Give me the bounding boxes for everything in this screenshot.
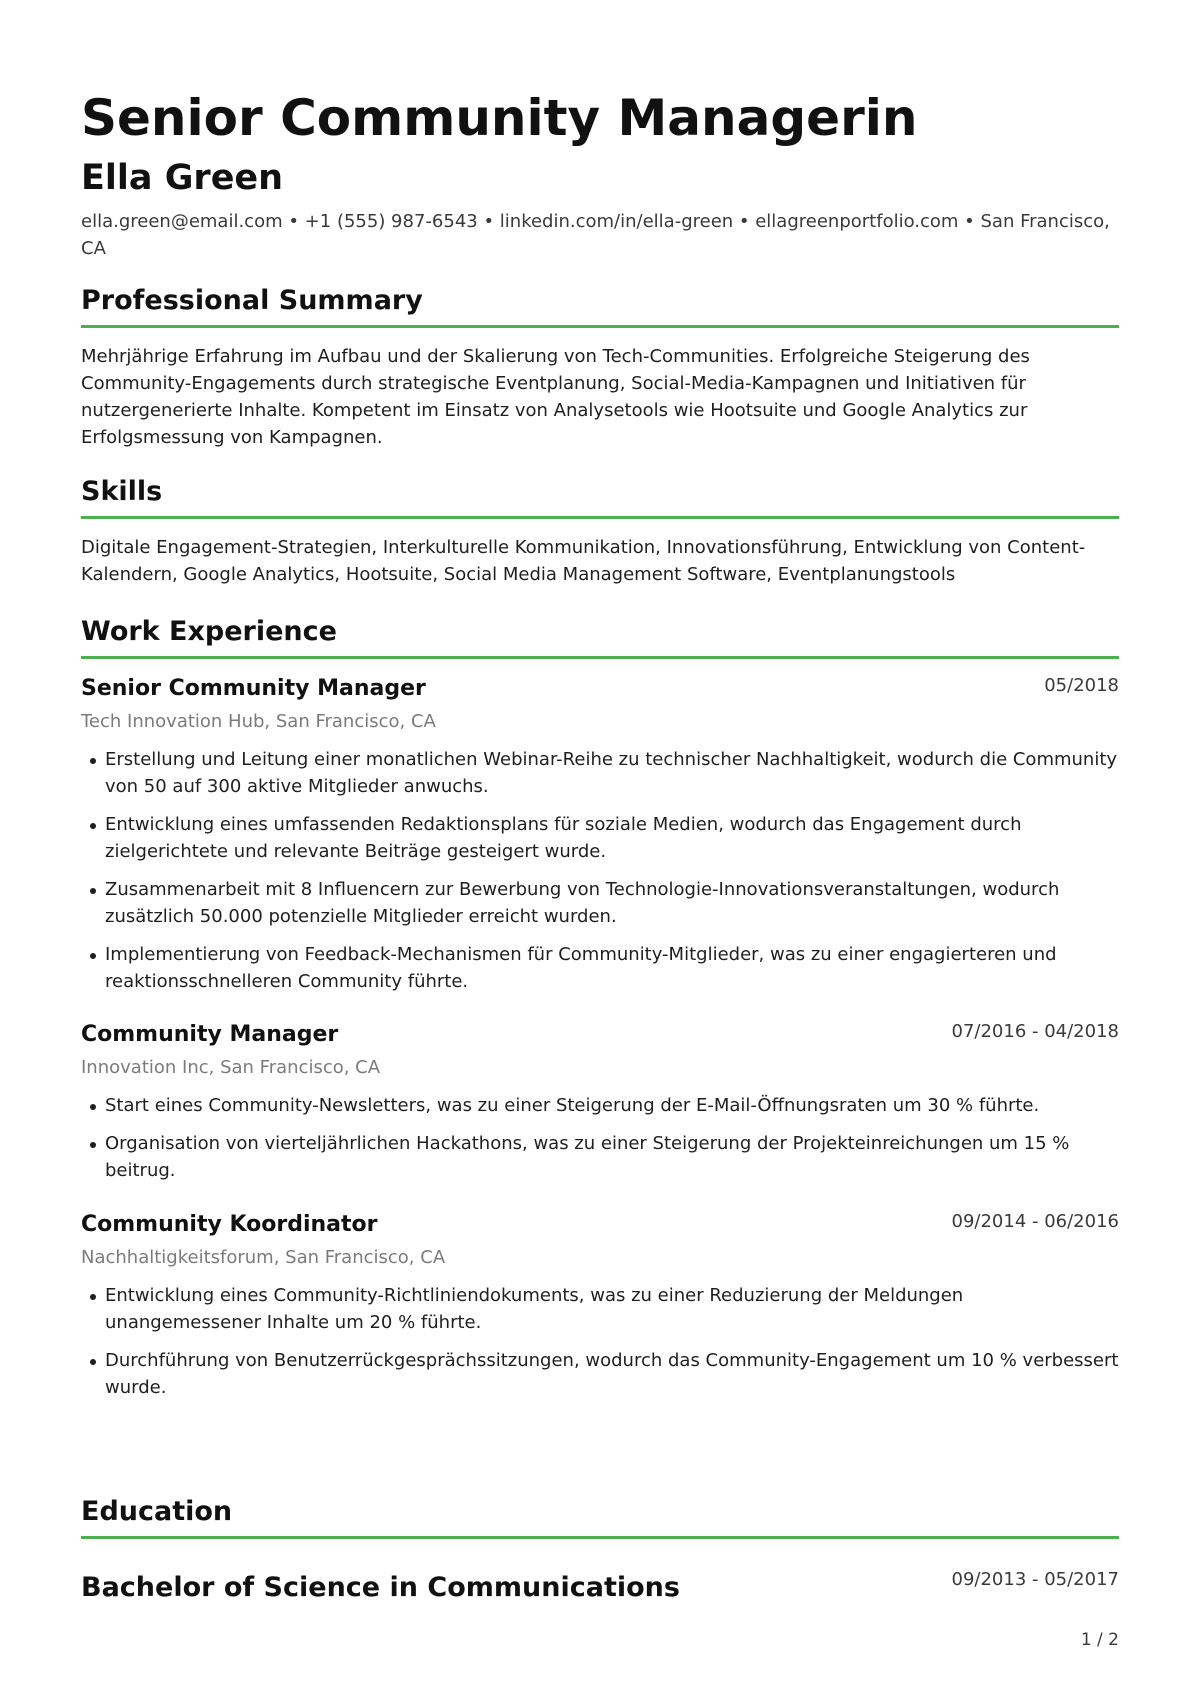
job-date: 05/2018 bbox=[1044, 675, 1119, 696]
bullet-dot-icon bbox=[90, 823, 96, 829]
bullet-item bbox=[81, 876, 1119, 930]
bullet-item bbox=[81, 1092, 1119, 1119]
education-entry bbox=[81, 1568, 1119, 1608]
job-company: Nachhaltigkeitsforum, San Francisco, CA bbox=[81, 1247, 446, 1268]
education-degree: Bachelor of Science in Communications bbox=[81, 1572, 680, 1603]
job-entry bbox=[81, 1209, 1119, 1412]
bullet-dot-icon bbox=[90, 1104, 96, 1110]
bullet-text: Organisation von vierteljährlichen Hackathons, was zu einer Steigerung der Projekteinreichungen um 15 % beitrug. bbox=[105, 1133, 1070, 1181]
experience-heading: Work Experience bbox=[81, 616, 337, 647]
experience-section bbox=[81, 612, 1119, 659]
bullet-item bbox=[81, 1130, 1119, 1184]
job-entry bbox=[81, 1019, 1119, 1195]
education-divider bbox=[81, 1536, 1119, 1539]
page-number: 1 / 2 bbox=[1080, 1630, 1119, 1650]
bullet-item bbox=[81, 941, 1119, 995]
job-role: Senior Community Manager bbox=[81, 676, 426, 701]
job-date: 09/2014 - 06/2016 bbox=[951, 1211, 1119, 1232]
bullet-dot-icon bbox=[90, 1294, 96, 1300]
education-section bbox=[81, 1492, 1119, 1539]
job-bullets bbox=[81, 1282, 1119, 1401]
bullet-dot-icon bbox=[90, 953, 96, 959]
bullet-dot-icon bbox=[90, 1359, 96, 1365]
bullet-dot-icon bbox=[90, 888, 96, 894]
job-bullets bbox=[81, 1092, 1119, 1184]
job-header bbox=[81, 1209, 1119, 1241]
bullet-item bbox=[81, 811, 1119, 865]
education-date: 09/2013 - 05/2017 bbox=[951, 1569, 1119, 1590]
bullet-text: Durchführung von Benutzerrückgesprächssitzungen, wodurch das Community-Engagement um 10 % verbessert wurde. bbox=[105, 1350, 1119, 1398]
education-heading: Education bbox=[81, 1496, 233, 1527]
job-company: Tech Innovation Hub, San Francisco, CA bbox=[81, 711, 436, 732]
candidate-name: Ella Green bbox=[81, 158, 284, 198]
bullet-item bbox=[81, 1347, 1119, 1401]
job-header bbox=[81, 1019, 1119, 1051]
bullet-text: Start eines Community-Newsletters, was zu einer Steigerung der E-Mail-Öffnungsraten um 30 % führte. bbox=[105, 1095, 1040, 1116]
skills-text: Digitale Engagement-Strategien, Interkulturelle Kommunikation, Innovationsführung, Entwicklung von Content-Kalendern, Google Analytics, Hootsuite, Social Media Management Software, Eventplanungstools bbox=[81, 537, 1086, 585]
bullet-item bbox=[81, 1282, 1119, 1336]
resume-job-title: Senior Community Managerin bbox=[81, 89, 918, 147]
summary-section bbox=[81, 281, 1119, 451]
job-entry bbox=[81, 673, 1119, 1006]
job-role: Community Manager bbox=[81, 1022, 339, 1047]
job-date: 07/2016 - 04/2018 bbox=[951, 1021, 1119, 1042]
contact-line: ella.green@email.com • +1 (555) 987-6543 • linkedin.com/in/ella-green • ellagreenportfolio.com • San Francisco, CA bbox=[81, 211, 1110, 259]
skills-heading: Skills bbox=[81, 476, 163, 507]
bullet-item bbox=[81, 746, 1119, 800]
experience-divider bbox=[81, 656, 1119, 659]
summary-text: Mehrjährige Erfahrung im Aufbau und der Skalierung von Tech-Communities. Erfolgreiche Steigerung des Community-Engagements durch strategische Eventplanung, Social-Media-Kampagnen und Initiativen für nutzergenerierte Inhalte. Kompetent im Einsatz von Analysetools wie Hootsuite und Google Analytics zur Erfolgsmessung von Kampagnen. bbox=[81, 346, 1030, 448]
bullet-text: Erstellung und Leitung einer monatlichen Webinar-Reihe zu technischer Nachhaltigkeit, wodurch die Community von 50 auf 300 aktive Mitglieder anwuchs. bbox=[105, 749, 1118, 797]
bullet-text: Implementierung von Feedback-Mechanismen für Community-Mitglieder, was zu einer engagierteren und reaktionsschnelleren Community führte. bbox=[105, 944, 1057, 992]
summary-heading: Professional Summary bbox=[81, 285, 423, 316]
job-bullets bbox=[81, 746, 1119, 995]
bullet-dot-icon bbox=[90, 1142, 96, 1148]
bullet-dot-icon bbox=[90, 758, 96, 764]
skills-section bbox=[81, 472, 1119, 588]
skills-divider bbox=[81, 516, 1119, 519]
bullet-text: Entwicklung eines Community-Richtliniendokuments, was zu einer Reduzierung der Meldungen unangemessener Inhalte um 20 % führte. bbox=[105, 1285, 964, 1333]
job-company: Innovation Inc, San Francisco, CA bbox=[81, 1057, 381, 1078]
bullet-text: Entwicklung eines umfassenden Redaktionsplans für soziale Medien, wodurch das Engagement durch zielgerichtete und relevante Beiträge gesteigert wurde. bbox=[105, 814, 1022, 862]
summary-divider bbox=[81, 325, 1119, 328]
job-header bbox=[81, 673, 1119, 705]
bullet-text: Zusammenarbeit mit 8 Influencern zur Bewerbung von Technologie-Innovationsveranstaltungen, wodurch zusätzlich 50.000 potenzielle Mitglieder erreicht wurden. bbox=[105, 879, 1060, 927]
job-role: Community Koordinator bbox=[81, 1212, 378, 1237]
